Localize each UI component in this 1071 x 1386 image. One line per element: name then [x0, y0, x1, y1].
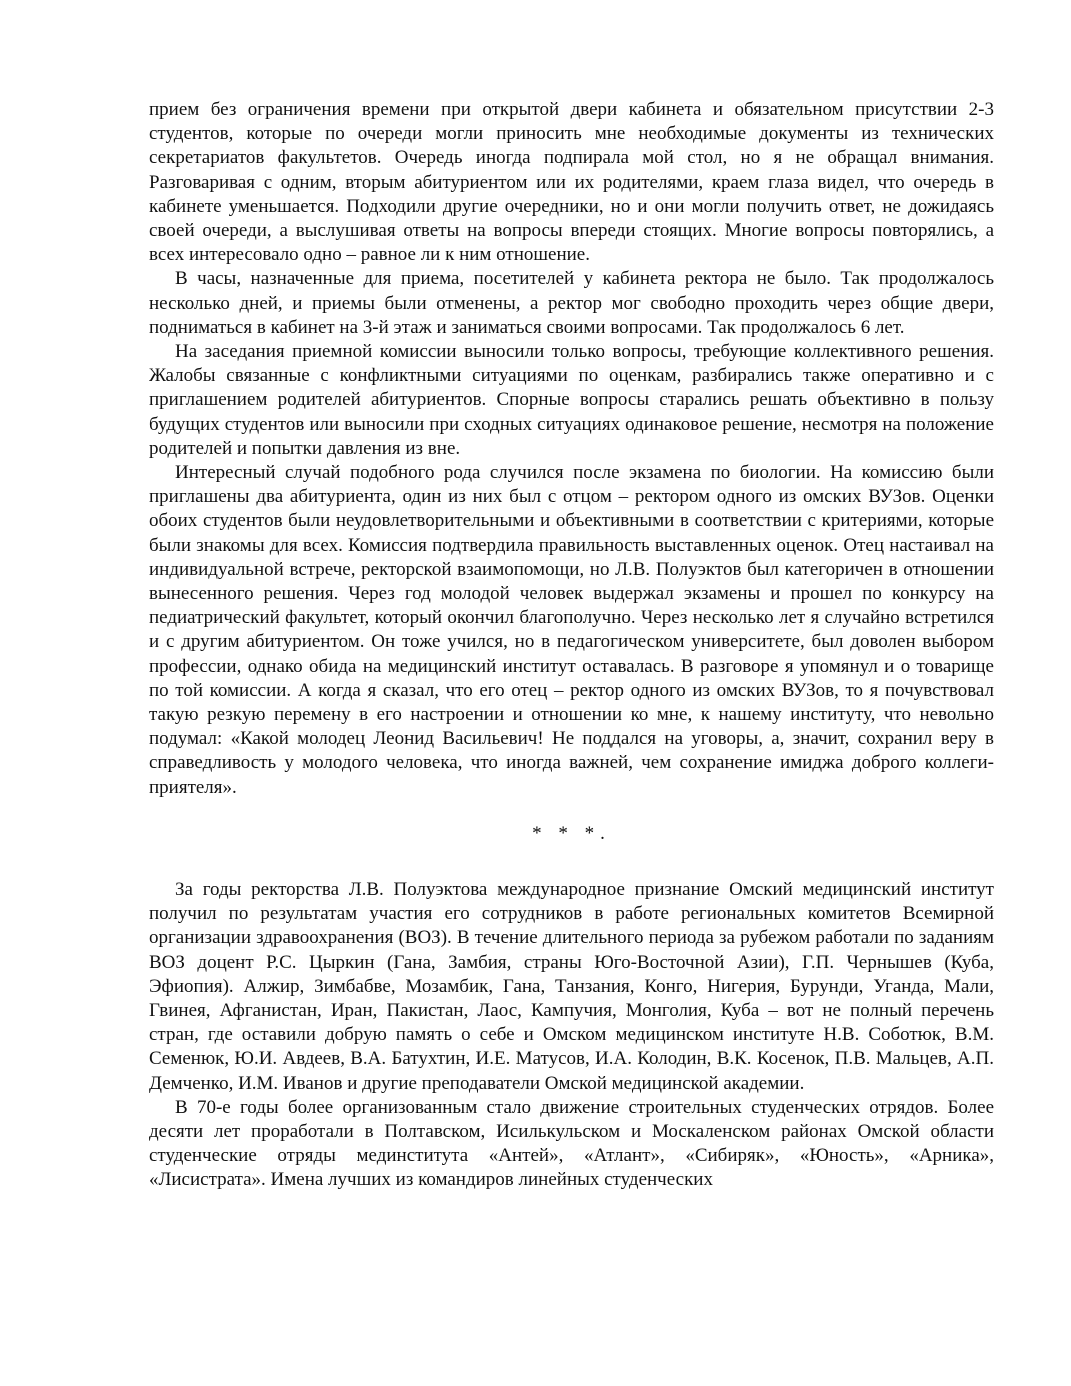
paragraph-continued: прием без ограничения времени при открытой двери кабинета и обязательном присутствии 2-3 студентов, которые по очереди могли приносить мне необходимые документы из технических секретариатов факультетов. Очередь иногда подпирала мой стол, но я не обращал внимания. Разговаривая с одним, вторым абитуриентом или их родителями, краем глаза видел, что очередь в кабинете уменьшается. Подходили другие очередники, но и они могли получить ответ, не дожидаясь своей очереди, а выслушивая ответы на вопросы впереди стоящих. Многие вопросы повторялись, а всех интересовало одно – равное ли к ним отношение.	[149, 99, 994, 266]
paragraph-who-recognition: За годы ректорства Л.В. Полуэктова международное признание Омский медицинский институт получил по результатам участия его сотрудников в работе региональных комитетов Всемирной организации здравоохранения (ВОЗ). В течение длительного периода за рубежом работали по заданиям ВОЗ доцент Р.С. Цыркин (Гана, Замбия, страны Юго-Восточной Азии), Г.П. Чернышев (Куба, Эфиопия). Алжир, Зимбабве, Мозамбик, Гана, Танзания, Конго, Нигерия, Бурунди, Уганда, Мали, Гвинея, Афганистан, Иран, Пакистан, Лаос, Кампучия, Монголия, Куба – вот не полный перечень стран, где оставили добрую память о себе и Омском медицинском институте Н.В. Соботюк, В.М. Семенюк, Ю.И. Авдеев, В.А. Батухтин, И.Е. Матусов, И.А. Колодин, В.К. Косенок, П.В. Мальцев, А.П. Демченко, И.М. Иванов и другие преподаватели Омской медицинской академии.	[149, 878, 994, 1094]
document-page	[149, 98, 994, 1193]
paragraph-student-construction-teams: В 70-е годы более организованным стало движение строительных студенческих отрядов. Более десяти лет проработали в Полтавском, Исилькульском и Москаленском районах Омской области студенческие отряды мединститута «Антей», «Атлант», «Сибиряк», «Юность», «Арника», «Лисистрата». Имена лучших из командиров линейных студенческих	[149, 1096, 994, 1191]
paragraph-reception-hours: В часы, назначенные для приема, посетителей у кабинета ректора не было. Так продолжалось несколько дней, и приемы были отменены, а ректор мог свободно проходить через общие двери, подниматься в кабинет на 3-й этаж и заниматься своими вопросами. Так продолжалось 6 лет.	[149, 268, 994, 338]
paragraph-admissions-committee: На заседания приемной комиссии выносили только вопросы, требующие коллективного решения. Жалобы связанные с конфликтными ситуациями по оценкам, разбирались также оперативно и с приглашением родителей абитуриентов. Спорные вопросы старались решать объективно в пользу будущих студентов или выносили при сходных ситуациях одинаковое решение, несмотря на положение родителей и попытки давления из вне.	[149, 341, 994, 459]
section-separator: * * *.	[532, 822, 611, 844]
paragraph-biology-exam-case: Интересный случай подобного рода случился после экзамена по биологии. На комиссию были приглашены два абитуриента, один из них был с отцом – ректором одного из омских ВУЗов. Оценки обоих студентов были неудовлетворительными и объективными в соответствии с критериями, которые были знакомы для всех. Комиссия подтвердила правильность выставленных оценок. Отец настаивал на индивидуальной встрече, ректорской взаимопомощи, но Л.В. Полуэктов был категоричен в отношении вынесенного решения. Через год молодой человек выдержал экзамены и прошел по конкурсу на педиатрический факультет, который окончил благополучно. Через несколько лет я случайно встретился и с другим абитуриентом. Он тоже учился, но в педагогическом университете, был доволен выбором профессии, однако обида на медицинский институт оставалась. В разговоре я упомянул и о товарище по той комиссии. А когда я сказал, что его отец – ректор одного из омских ВУЗов, то я почувствовал такую резкую перемену в его настроении и отношении ко мне, к нашему институту, что невольно подумал: «Какой молодец Леонид Васильевич! Не поддался на уговоры, а, значит, сохранил веру в справедливость у молодого человека, что иногда важней, чем сохранение имиджа доброго коллеги-приятеля».	[149, 462, 994, 798]
